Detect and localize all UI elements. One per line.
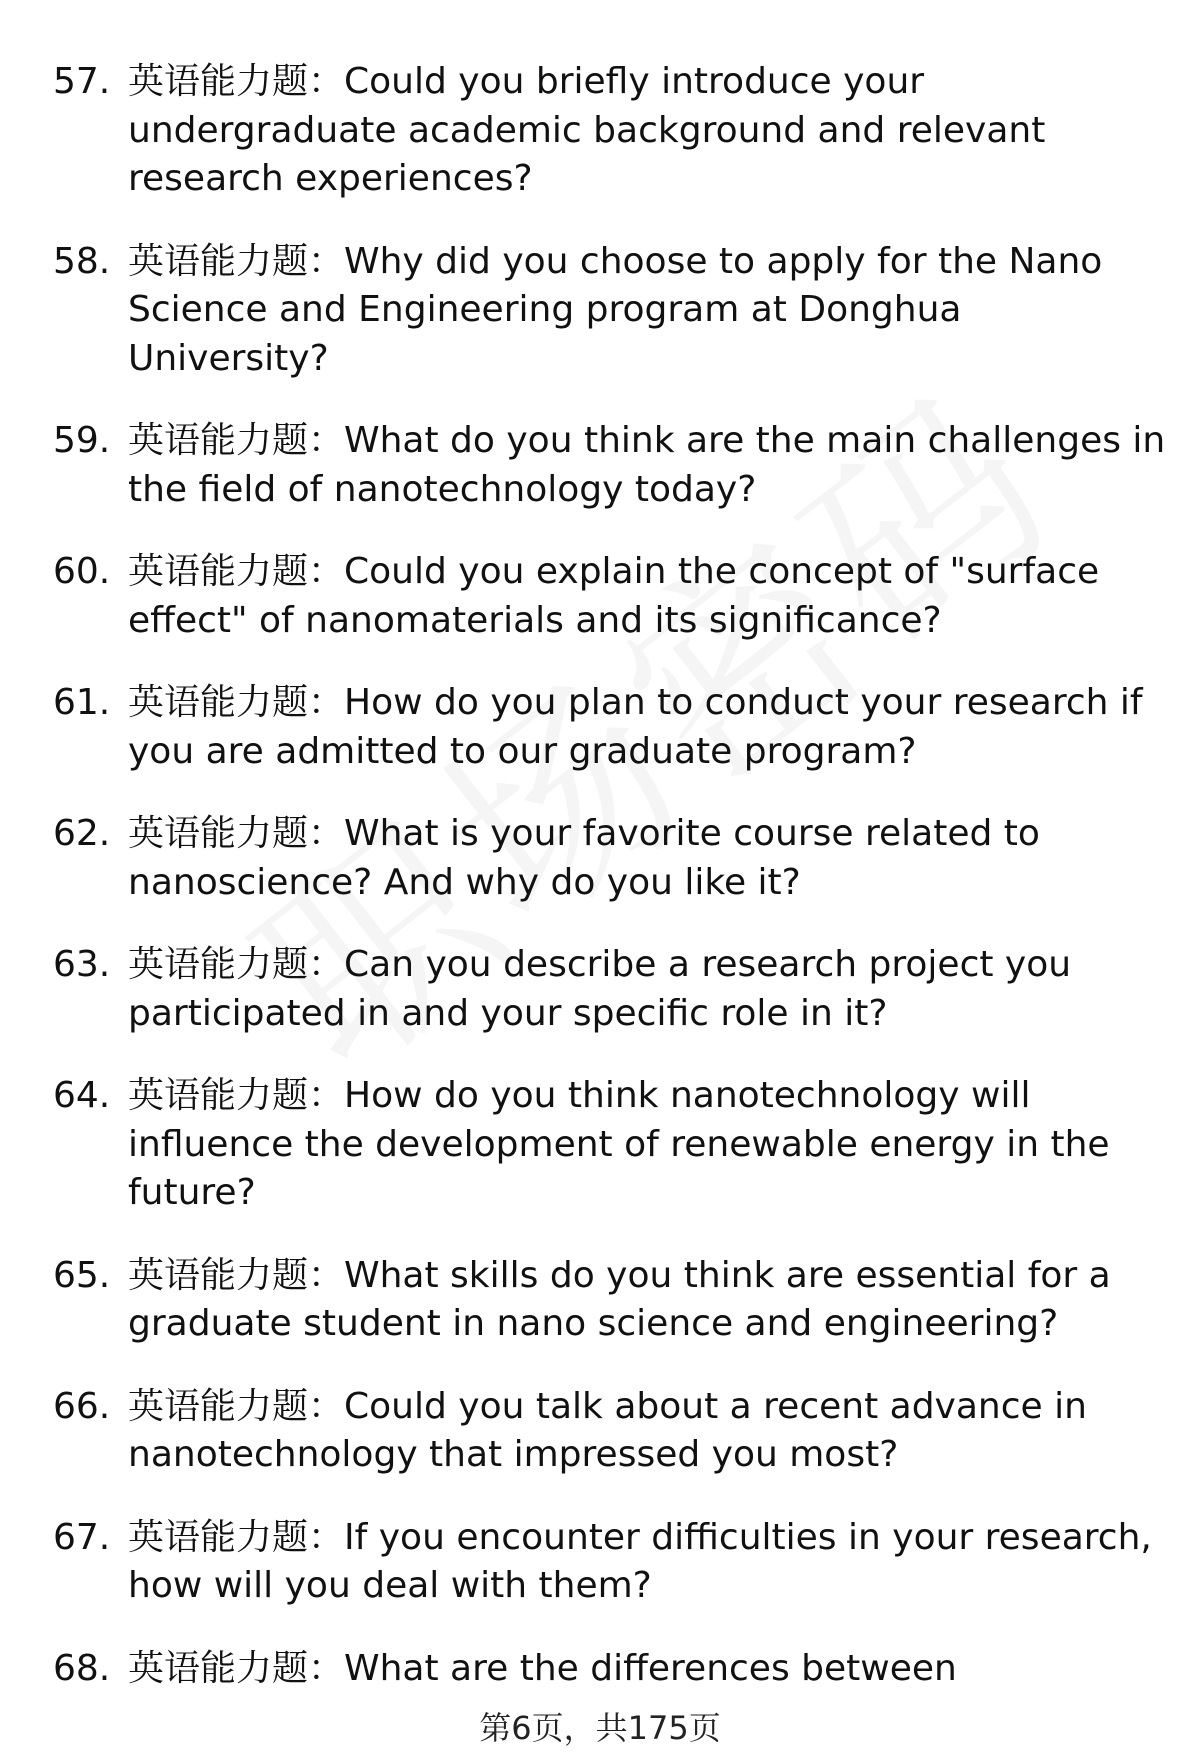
question-number: 60.: [53, 551, 111, 592]
question-number: 61.: [53, 682, 111, 723]
question-text: Could you explain the concept of "surface effect" of nanomaterials and its significance?: [128, 551, 1100, 641]
question-label: 英语能力题：: [128, 420, 345, 461]
question-number: 62.: [53, 813, 111, 854]
question-number: 65.: [53, 1254, 111, 1296]
question-item: [53, 58, 1173, 204]
question-label: 英语能力题：: [128, 813, 345, 854]
question-number: 64.: [53, 1075, 111, 1116]
question-number: 59.: [53, 420, 111, 461]
question-text: Could you briefly introduce your undergraduate academic background and relevant research experiences?: [128, 61, 1046, 199]
page-footer: 第6页，共175页: [479, 1709, 721, 1747]
question-item: [53, 1645, 1173, 1694]
question-item: [53, 1072, 1173, 1218]
question-item: [53, 679, 1173, 776]
question-number: 68.: [53, 1647, 111, 1689]
question-number: 67.: [53, 1516, 111, 1558]
question-body: [128, 417, 1173, 514]
question-text: What is your favorite course related to nanoscience? And why do you like it?: [128, 813, 1040, 903]
question-number: 57.: [53, 61, 111, 102]
question-text: How do you think nanotechnology will influence the development of renewable energy in the future?: [128, 1075, 1110, 1213]
question-text: Why did you choose to apply for the Nano Science and Engineering program at Donghua University?: [128, 240, 1103, 379]
question-body: [128, 941, 1173, 1038]
question-text: What skills do you think are essential for a graduate student in nano science and engineering?: [128, 1254, 1111, 1344]
question-label: 英语能力题：: [128, 682, 345, 723]
question-body: [128, 1645, 1173, 1694]
question-body: [128, 548, 1173, 645]
question-label: 英语能力题：: [128, 1254, 345, 1296]
question-label: 英语能力题：: [128, 1385, 345, 1427]
question-label: 英语能力题：: [128, 240, 345, 282]
question-body: [128, 238, 1173, 384]
question-text: Could you talk about a recent advance in nanotechnology that impressed you most?: [128, 1385, 1087, 1475]
question-label: 英语能力题：: [128, 944, 345, 985]
question-body: [128, 810, 1173, 907]
question-number: 66.: [53, 1385, 111, 1427]
question-item: [53, 238, 1173, 384]
question-body: [128, 1383, 1173, 1480]
question-body: [128, 1252, 1173, 1349]
question-text: What are the differences between: [344, 1647, 957, 1689]
question-text: What do you think are the main challenges in the field of nanotechnology today?: [128, 420, 1166, 510]
question-text: How do you plan to conduct your research if you are admitted to our graduate program?: [128, 682, 1143, 772]
question-item: [53, 941, 1173, 1038]
question-number: 63.: [53, 944, 111, 985]
question-label: 英语能力题：: [128, 551, 345, 592]
question-item: [53, 1252, 1173, 1349]
question-label: 英语能力题：: [128, 1647, 345, 1689]
question-item: [53, 417, 1173, 514]
question-list: [53, 58, 1173, 1727]
question-text: Can you describe a research project you participated in and your specific role in it?: [128, 944, 1072, 1034]
question-item: [53, 810, 1173, 907]
question-item: [53, 1383, 1173, 1480]
question-body: [128, 1072, 1173, 1218]
question-label: 英语能力题：: [128, 61, 345, 102]
question-label: 英语能力题：: [128, 1516, 345, 1558]
question-item: [53, 1514, 1173, 1611]
question-number: 58.: [53, 240, 111, 282]
question-item: [53, 548, 1173, 645]
question-text: If you encounter difficulties in your research, how will you deal with them?: [128, 1516, 1152, 1606]
question-body: [128, 679, 1173, 776]
question-body: [128, 1514, 1173, 1611]
question-body: [128, 58, 1173, 204]
question-label: 英语能力题：: [128, 1075, 345, 1116]
